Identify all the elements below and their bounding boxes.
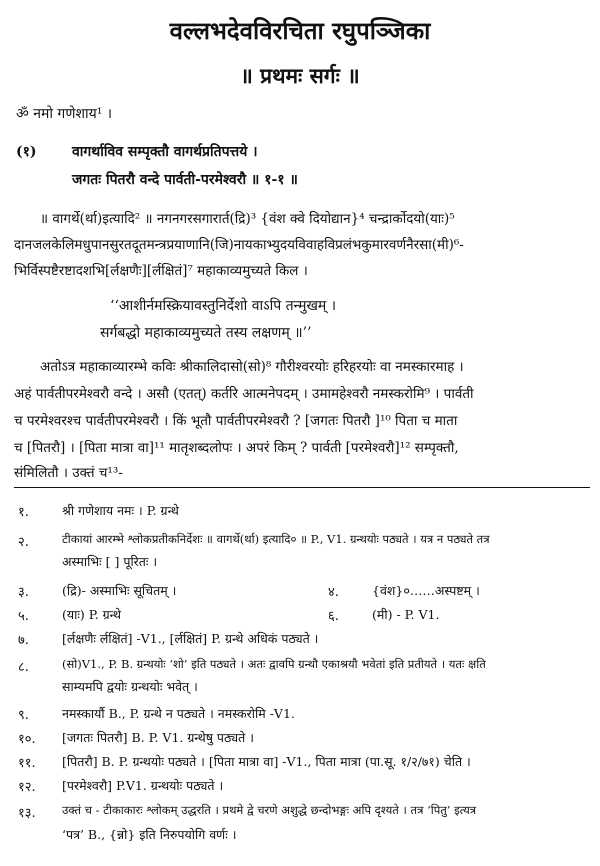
quote-line-1: ‘‘आशीर्नमस्क्रियावस्तुनिर्देशो वाऽपि तन्मुखम् । — [110, 298, 337, 314]
footnote-divider — [14, 487, 590, 488]
paragraph-line-4: च [पितरौ] । [पिता मात्रा वा]¹¹ मातृशब्दलोपः । अपरं किम् ? पार्वती [परमेश्वरौ]¹² सम्पृक्तौ, — [14, 440, 459, 456]
footnote-number: ६. — [328, 609, 339, 624]
footnote-text: [परमेश्वरौ] P.V1. ग्रन्थयोः पठ्यते । — [62, 778, 224, 793]
paragraph-line-5: संमिलितौ । उक्तं च¹³- — [14, 465, 123, 481]
invocation: ॐ नमो गणेशाय¹ । — [16, 106, 113, 122]
footnote-number: ७. — [18, 633, 29, 648]
footnote-number: ५. — [18, 609, 29, 624]
footnote-number: ४. — [328, 585, 339, 600]
chapter-heading: ॥ प्रथमः सर्गः ॥ — [240, 63, 360, 88]
verse-line-1: वागर्थाविव सम्पृक्तौ वागर्थप्रतिपत्तये । — [72, 144, 258, 160]
footnote-text: [जगतः पितरौ] B. P. V1. ग्रन्थेषु पठ्यते । — [62, 730, 254, 745]
footnote-text: श्री गणेशाय नमः । P. ग्रन्थे — [62, 503, 179, 518]
quote-line-2: सर्गबद्धो महाकाव्यमुच्यते तस्य लक्षणम् ॥’’ — [100, 325, 312, 341]
footnote-number: १३. — [18, 806, 36, 821]
footnote-number: ११. — [18, 756, 36, 771]
footnote-text: उक्तं च - टीकाकारः श्लोकम् उद्धरति । प्रथमे द्वे चरणे अशुद्धे छन्दोभङ्गः अपि दृश्यते । तत्र ‘पितु’ इत्यत्र — [62, 803, 477, 817]
commentary-line-2: दानजलकेलिमधुपानसुरतदूतमन्त्रप्रयाणानि(जि)नायकाभ्युदयविवाहविप्रलंभकुमारवर्णनैरसा(मी)⁶- — [14, 237, 464, 253]
footnote-text: [र्लक्षणैः र्लक्षितं] -V1., [र्लक्षितं] P. ग्रन्थे अधिकं पठ्यते । — [62, 631, 319, 646]
verse-line-2: जगतः पितरौ वन्दे पार्वती-परमेश्वरौ ॥ १-१ ॥ — [72, 172, 298, 188]
footnote-text: [पितरौ] B. P. ग्रन्थयोः पठ्यते । [पिता मात्रा वा] -V1., पिता मात्रा (पा.सू. १/२/७१) चेति । — [62, 754, 471, 769]
footnote-continuation: अस्माभिः [ ] पूरितः । — [62, 554, 158, 569]
footnote-number: ८. — [18, 660, 29, 675]
footnote-number: २. — [18, 535, 29, 550]
footnote-text: (द्रि)- अस्माभिः सूचितम् । — [62, 583, 177, 598]
footnote-text: (सो)V1., P. B. ग्रन्थयोः ‘शो’ इति पठ्यते । अतः द्वावपि ग्रन्थौ एकाश्रयौ भवेतां इति प्रतीयते । यतः क्षति — [62, 657, 486, 671]
footnote-number: ९. — [18, 708, 29, 723]
footnote-text: (याः) P. ग्रन्थे — [62, 607, 121, 622]
footnote-number: १. — [18, 505, 29, 520]
footnote-number: १०. — [18, 732, 36, 747]
footnote-number: ३. — [18, 585, 29, 600]
footnote-text: {वंश}०……अस्पष्टम् । — [372, 583, 480, 598]
footnote-text: (मी) - P. V1. — [372, 607, 440, 622]
commentary-line-1: ॥ वागर्थे(र्था)इत्यादि² ॥ नगनगरसगारार्त(द्रि)³ {वंश क्वे दियोद्यान}⁴ चन्द्रार्कोदयो(याः)⁵ — [40, 211, 455, 227]
paragraph-line-1: अतोऽत्र महाकाव्यारम्भे कविः श्रीकालिदासो(सो)⁸ गौरीश्वरयोः हरिहरयोः वा नमस्कारमाह । — [40, 359, 464, 375]
footnote-continuation: ‘पत्र’ B., {न्नो} इति निरुपयोगि वर्णः । — [62, 827, 237, 842]
footnote-text: नमस्कार्यौ B., P. ग्रन्थे न पठ्यते । नमस्करोमि -V1. — [62, 706, 295, 721]
commentary-line-3: भिर्विस्पष्टैरष्टादशभि[र्लक्षणैः][र्लक्षितं]⁷ महाकाव्यमुच्यते किल । — [14, 263, 308, 279]
paragraph-line-2: अहं पार्वतीपरमेश्वरौ वन्दे । असौ (एतत्) कर्तरि आत्मनेपदम् । उमामहेश्वरौ नमस्करोमि⁹ । पार्वती — [14, 386, 474, 402]
paragraph-line-3: च परमेश्वरश्च पार्वतीपरमेश्वरौ । किं भूतौ पार्वतीपरमेश्वरौ ? [जगतः पितरौ ]¹⁰ पिता च माता — [14, 413, 458, 429]
footnote-text: टीकायां आरम्भे श्लोकप्रतीकनिर्देशः ॥ वागर्थे(र्था) इत्यादि० ॥ P., V1. ग्रन्थयोः पठ्यते । यत्र न पठ्यते तत्र — [62, 532, 490, 546]
footnote-number: १२. — [18, 780, 36, 795]
footnote-continuation: साम्यमपि द्वयोः ग्रन्थयोः भवेत् । — [62, 679, 198, 694]
verse-number: (१) — [16, 144, 37, 160]
document-title: वल्लभदेवविरचिता रघुपञ्जिका — [169, 16, 431, 45]
